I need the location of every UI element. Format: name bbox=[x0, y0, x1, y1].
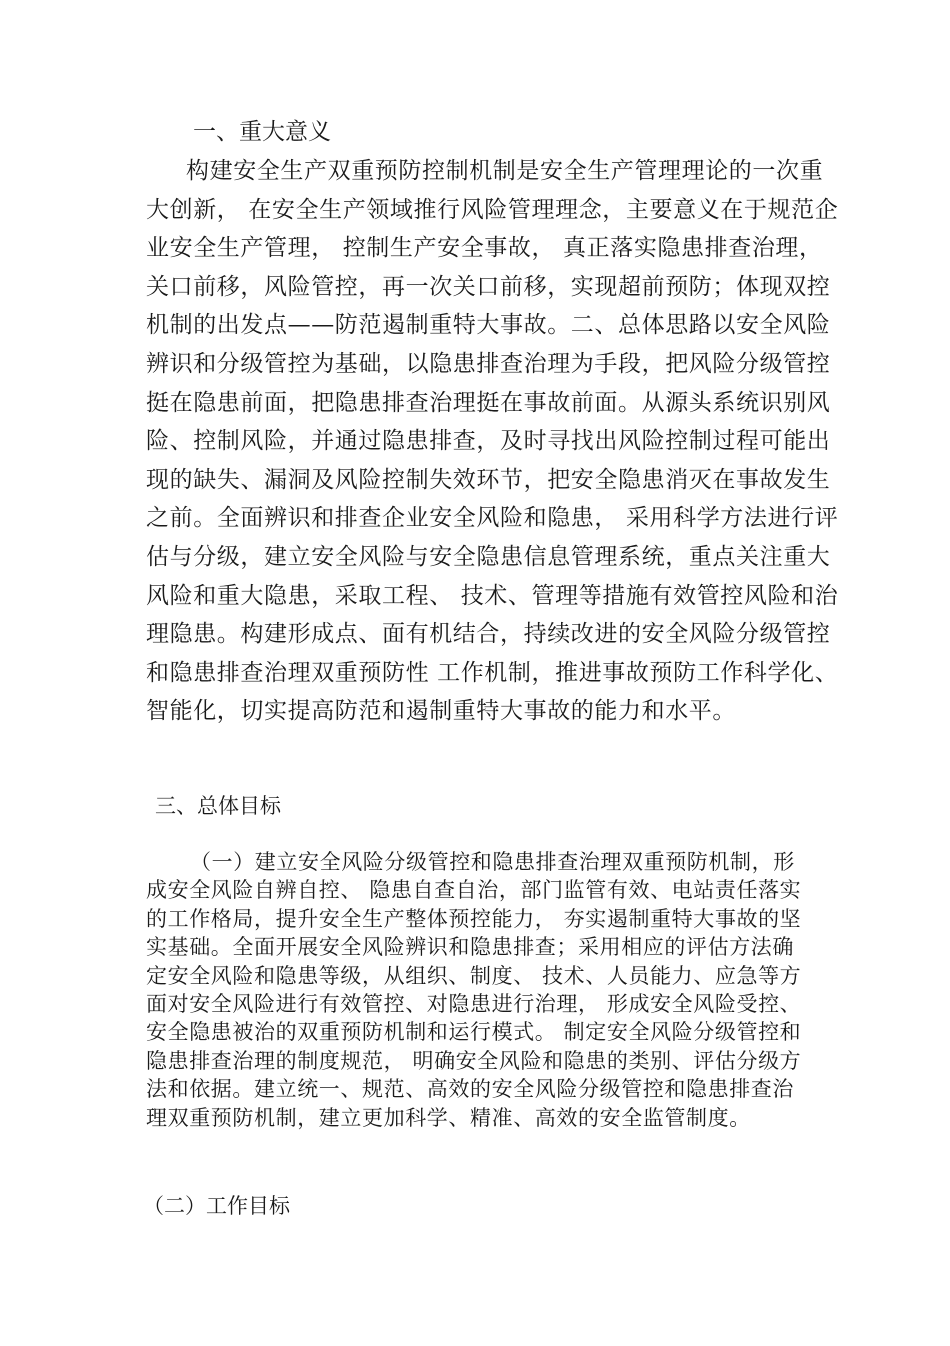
section-body-overall-goals: （一）建立安全风险分级管控和隐患排查治理双重预防机制，形成安全风险自辨自控、 隐患自查自治，部门监管有效、电站责任落实的工作格局，提升安全生产整体预控能力， 夯实遏制重特大事故的坚实基础。全面开展安全风险辨识和隐患排查；采用相应的评估方法确定安全风险和隐患等级，从组织、制度、 技术、人员能力、应急等方面对安全风险进行有效管控、对隐患进行治理， 形成安全风险受控、安全隐患被治的双重预防机制和运行模式。 制定安全风险分级管控和隐患排查治理的制度规范， 明确安全风险和隐患的类别、评估分级方法和依据。建立统一、规范、高效的安全风险分级管控和隐患排查治理双重预防机制，建立更加科学、精准、高效的安全监管制度。 bbox=[146, 850, 802, 1130]
section-heading-significance: 一、重大意义 bbox=[193, 119, 331, 145]
section-heading-overall-goals: 三、总体目标 bbox=[155, 794, 281, 818]
section-body-significance: 构建安全生产双重预防控制机制是安全生产管理理论的一次重大创新， 在安全生产领域推行风险管理理念，主要意义在于规范企业安全生产管理， 控制生产安全事故， 真正落实隐患排查治理，关口前移，风险管控，再一次关口前移，实现超前预防；体现双控机制的出发点——防范遏制重特大事故。二、总体思路以安全风险辨识和分级管控为基础，以隐患排查治理为手段，把风险分级管控挺在隐患前面，把隐患排查治理挺在事故前面。从源头系统识别风险、控制风险，并通过隐患排查，及时寻找出风险控制过程可能出现的缺失、漏洞及风险控制失效环节，把安全隐患消灭在事故发生之前。全面辨识和排查企业安全风险和隐患， 采用科学方法进行评估与分级，建立安全风险与安全隐患信息管理系统，重点关注重大风险和重大隐患，采取工程、 技术、管理等措施有效管控风险和治理隐患。构建形成点、面有机结合，持续改进的安全风险分级管控和隐患排查治理双重预防性 工作机制，推进事故预防工作科学化、智能化，切实提高防范和遏制重特大事故的能力和水平。 bbox=[146, 158, 839, 725]
subsection-heading-work-goals: （二）工作目标 bbox=[143, 1194, 290, 1218]
